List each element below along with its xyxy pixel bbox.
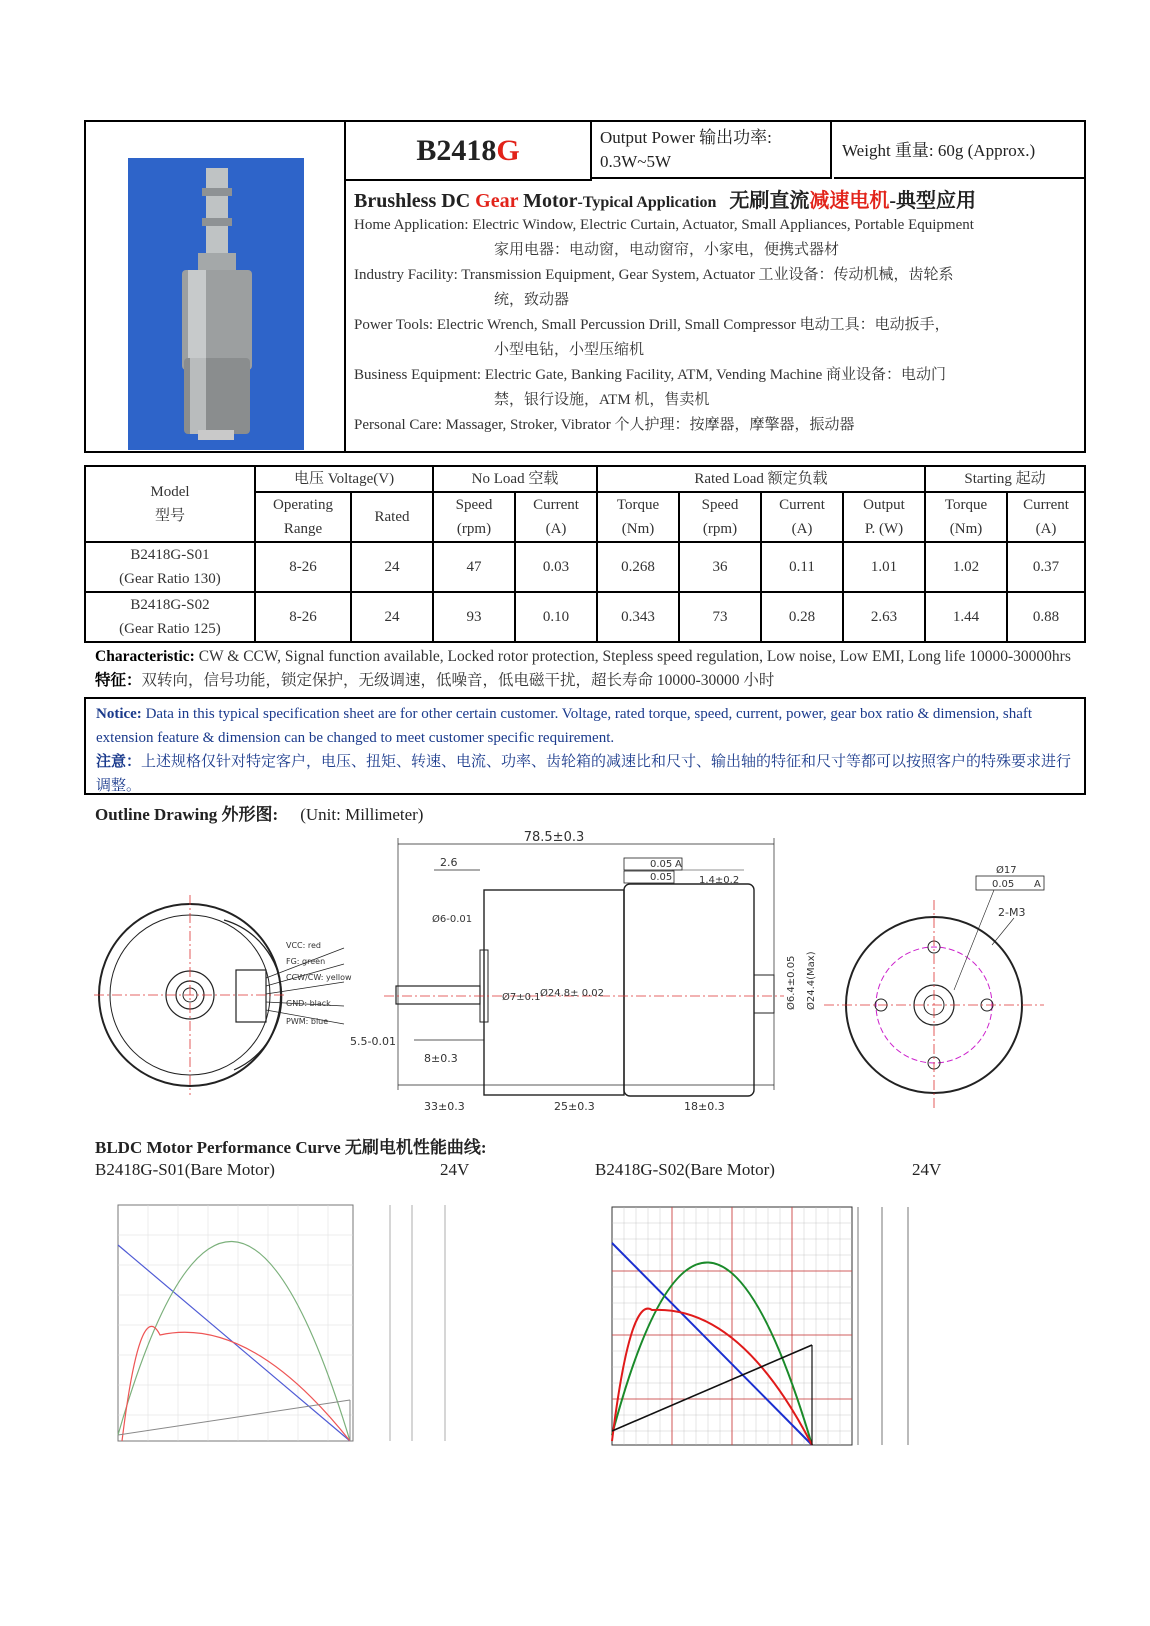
weight: Weight 重量: 60g (Approx.) (834, 122, 1084, 179)
dim-total: 78.5±0.3 (523, 830, 585, 845)
app-home (354, 213, 1076, 263)
model-label-cn: 型号 (154, 508, 185, 524)
cell-rl-speed: 36 (679, 542, 761, 592)
outline-unit: (Unit: Millimeter) (300, 805, 424, 824)
title-part1: Brushless DC (354, 190, 476, 212)
row-model (85, 592, 255, 642)
dim-shaft: Ø6-0.01 (432, 914, 473, 925)
rl-current-header (761, 492, 843, 542)
dim-d26: 2.6 (440, 856, 458, 869)
voltage-header: 电压 Voltage(V) (255, 466, 433, 492)
outline-title-row (95, 800, 423, 825)
cell-nl-current: 0.10 (515, 592, 597, 642)
current-label: Current (533, 497, 579, 513)
title-sub: -Typical Application (577, 194, 717, 211)
output-label: Output (863, 497, 905, 513)
dim-tol2: 0.05 (650, 872, 673, 883)
characteristic-text: CW & CCW, Signal function available, Locked rotor protection, Stepless speed regulation, Low noise, Low EMI, Long life 10000-30000hrs (194, 648, 1071, 665)
model-label: Model (150, 484, 190, 500)
gear-ratio: (Gear Ratio 130) (119, 571, 221, 587)
notice-text: Data in this typical specification sheet are for other certain customer. Voltage, rated torque, speed, current, power, gear box ratio & dimension, shaft extension feature & dimension can be changed to meet customer specific requirement. (96, 706, 1033, 746)
title-cn2: -典型应用 (889, 190, 977, 212)
cell-rl-torque: 0.343 (597, 592, 679, 642)
dim-tol1: 0.05 (650, 859, 673, 870)
app-industry-cn: 统，致动器 (494, 292, 570, 308)
app-personal-en: Personal Care: Massager, Stroker, Vibrator 个人护理：按摩器，摩擎器，振动器 (354, 417, 855, 433)
rl-power-header (843, 492, 925, 542)
dim-d25: 25±0.3 (554, 1100, 595, 1113)
row-model (85, 542, 255, 592)
amp-label-3: (A) (1035, 521, 1057, 537)
cell-rl-current: 0.11 (761, 542, 843, 592)
performance-curve-left (100, 1195, 480, 1460)
model-header (85, 466, 255, 542)
cell-op: 8-26 (255, 542, 351, 592)
application-cell (346, 181, 1084, 451)
dim-d8: 8±0.3 (424, 1052, 458, 1065)
cell-st-torque: 1.02 (925, 542, 1007, 592)
wire-gnd: GND: black (286, 999, 331, 1008)
notice-label: Notice: (96, 706, 142, 722)
application-title (354, 184, 1076, 213)
cell-op: 8-26 (255, 592, 351, 642)
app-home-cn: 家用电器：电动窗，电动窗帘，小家电，便携式器材 (494, 242, 840, 258)
app-industry (354, 263, 1076, 313)
characteristic-label: Characteristic: (95, 648, 195, 665)
end-view-left (94, 895, 352, 1095)
cell-rl-torque: 0.268 (597, 542, 679, 592)
wire-fg: FG: green (286, 957, 326, 966)
range-label: Range (283, 521, 323, 537)
dim-d14: 1.4±0.2 (699, 875, 740, 886)
app-personal (354, 413, 1076, 438)
performance-curve-right (590, 1195, 970, 1460)
notice-cn-text: 上述规格仅针对特定客户，电压、扭矩、转速、电流、功率、齿轮箱的减速比和尺寸、输出轴的特征和尺寸等都可以按照客户的特殊要求进行调整。 (96, 754, 1072, 794)
pw-label: P. (W) (864, 521, 904, 537)
model-title (346, 122, 592, 181)
characteristic-cn-text: 双转向，信号功能，锁定保护，无级调速，低噪音，低电磁干扰，超长寿命 10000-30000 小时 (141, 672, 775, 689)
dim-pos-ref: A (1034, 879, 1041, 890)
rpm-label: (rpm) (456, 521, 492, 537)
table-row (85, 592, 1085, 642)
app-tools-cn: 小型电钻，小型压缩机 (494, 342, 645, 358)
performance-title: BLDC Motor Performance Curve 无刷电机性能曲线: (95, 1138, 487, 1157)
rl-speed-header (679, 492, 761, 542)
photo-cell (86, 122, 346, 451)
nm-label: (Nm) (621, 521, 655, 537)
output-power-value: 0.3W~5W (600, 152, 672, 171)
notice-cn-label: 注意： (96, 754, 142, 770)
rl-torque-header (597, 492, 679, 542)
dim-d248: Ø24.8± 0.02 (540, 988, 604, 999)
cell-st-torque: 1.44 (925, 592, 1007, 642)
wire-pwm: PWM: blue (286, 1017, 329, 1026)
current-label-3: Current (1023, 497, 1069, 513)
title-gear: Gear (475, 190, 519, 212)
st-torque-header (925, 492, 1007, 542)
app-tools-en: Power Tools: Electric Wrench, Small Percussion Drill, Small Compressor 电动工具：电动扳手， (354, 317, 950, 333)
right-chart-caption: B2418G-S02(Bare Motor) (595, 1160, 775, 1179)
dim-tol1-ref: A (675, 859, 682, 870)
operating-range-header (255, 492, 351, 542)
spec-table (84, 465, 1086, 643)
app-business-cn: 禁，银行设施，ATM 机，售卖机 (494, 392, 710, 408)
output-power-label: Output Power 输出功率: (600, 128, 772, 147)
dim-d33: 33±0.3 (424, 1100, 465, 1113)
cell-rl-power: 2.63 (843, 592, 925, 642)
amp-label-2: (A) (791, 521, 813, 537)
title-part2: Motor (518, 190, 578, 212)
cell-nl-current: 0.03 (515, 542, 597, 592)
cell-rated: 24 (351, 592, 433, 642)
model-prefix: B2418 (416, 134, 497, 167)
dim-d17: Ø17 (996, 865, 1017, 876)
starting-header: Starting 起动 (925, 466, 1085, 492)
app-industry-en: Industry Facility: Transmission Equipment, Gear System, Actuator 工业设备：传动机械，齿轮系 (354, 267, 954, 283)
notice-box (84, 697, 1086, 795)
nl-current-header (515, 492, 597, 542)
dim-pos: 0.05 (992, 879, 1015, 890)
left-chart-voltage: 24V (440, 1160, 470, 1179)
nm-label-2: (Nm) (949, 521, 983, 537)
characteristic (95, 645, 1080, 693)
amp-label: (A) (545, 521, 567, 537)
app-power-tools (354, 313, 1076, 363)
characteristic-cn-label: 特征： (95, 672, 142, 689)
left-chart-caption: B2418G-S01(Bare Motor) (95, 1160, 275, 1179)
dim-d18: 18±0.3 (684, 1100, 725, 1113)
app-business (354, 363, 1076, 413)
cell-rl-speed: 73 (679, 592, 761, 642)
right-chart-voltage: 24V (912, 1160, 942, 1179)
cell-rated: 24 (351, 542, 433, 592)
title-cn1: 无刷直流 (729, 190, 810, 212)
cell-rl-power: 1.01 (843, 542, 925, 592)
model-name: B2418G-S01 (130, 547, 210, 563)
app-home-en: Home Application: Electric Window, Electric Curtain, Actuator, Small Appliances, Portable Equipment (354, 217, 974, 233)
wire-ccw: CCW/CW: yellow (286, 973, 352, 982)
title-cn-red: 减速电机 (809, 190, 890, 212)
current-label-2: Current (779, 497, 825, 513)
cell-st-current: 0.37 (1007, 542, 1085, 592)
outline-title: Outline Drawing 外形图: (95, 805, 279, 824)
dim-d244: Ø24.4(Max) (806, 951, 817, 1010)
nl-speed-header (433, 492, 515, 542)
outline-drawing (84, 830, 1084, 1130)
dim-d55: 5.5-0.01 (350, 1035, 396, 1048)
output-power (592, 122, 832, 179)
wire-vcc: VCC: red (286, 941, 321, 950)
no-load-header: No Load 空载 (433, 466, 597, 492)
table-row (85, 542, 1085, 592)
app-business-en: Business Equipment: Electric Gate, Banking Facility, ATM, Vending Machine 商业设备：电动门 (354, 367, 947, 383)
cell-nl-speed: 93 (433, 592, 515, 642)
motor-photo (128, 158, 304, 450)
gear-ratio: (Gear Ratio 125) (119, 621, 221, 637)
cell-st-current: 0.88 (1007, 592, 1085, 642)
speed-label-2: Speed (701, 497, 739, 513)
dim-d7: Ø7±0.1 (502, 992, 541, 1003)
rpm-label-2: (rpm) (702, 521, 738, 537)
rated-header: Rated (351, 492, 433, 542)
st-current-header (1007, 492, 1085, 542)
dim-m3: 2-M3 (998, 906, 1026, 919)
rated-load-header: Rated Load 额定负载 (597, 466, 925, 492)
speed-label: Speed (455, 497, 493, 513)
dim-d64: Ø6.4±0.05 (786, 955, 797, 1010)
torque-label-2: Torque (944, 497, 988, 513)
model-name: B2418G-S02 (130, 597, 210, 613)
cell-nl-speed: 47 (433, 542, 515, 592)
model-suffix: G (496, 134, 520, 167)
header-table (84, 120, 1086, 453)
cell-rl-current: 0.28 (761, 592, 843, 642)
torque-label: Torque (616, 497, 660, 513)
operating-label: Operating (273, 497, 333, 513)
